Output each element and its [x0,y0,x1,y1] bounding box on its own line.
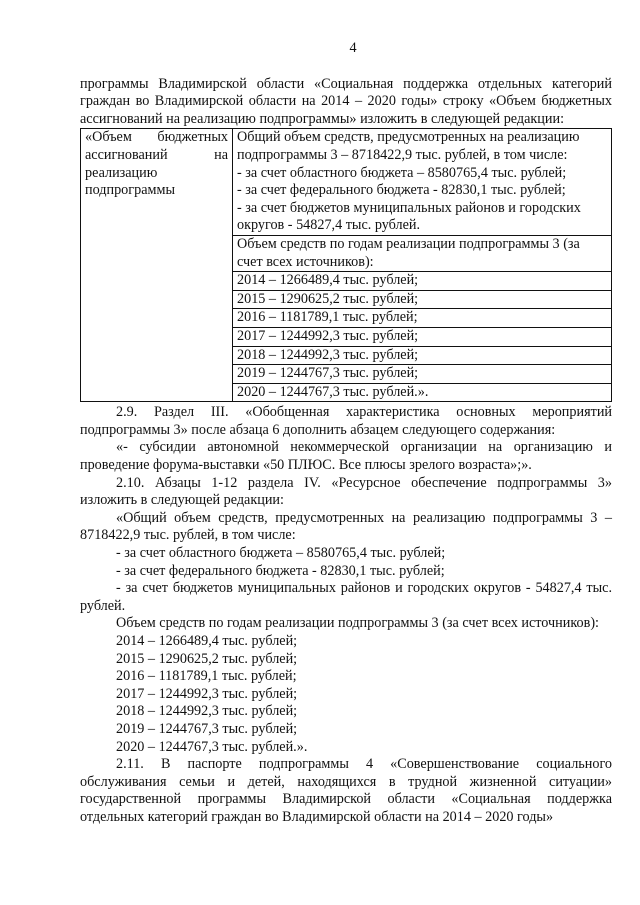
paragraph-by-years: Объем средств по годам реализации подпрограммы 3 (за счет всех источников): [116,615,599,632]
table-year-row: 2014 – 1266489,4 тыс. рублей; [233,272,611,291]
table-left-cell: «Объем бюджетных ассигнований на реализацию подпрограммы [81,129,233,402]
page-number: 4 [349,40,357,56]
paragraph-regional: - за счет областного бюджета – 8580765,4 тыс. рублей; [116,545,446,562]
table-year-row: 2015 – 1290625,2 тыс. рублей; [233,291,611,310]
table-year-row: 2017 – 1244992,3 тыс. рублей; [233,328,611,347]
paragraph-2-10: 2.10. Абзацы 1-12 раздела IV. «Ресурсное обеспечение подпрограммы 3» изложить в следующей редакции: [80,474,612,509]
paragraph-2-11: 2.11. В паспорте подпрограммы 4 «Совершенствование социального обслуживания семьи и детей, находящихся в трудной жизненной ситуации» государственной программы Владимирской области «Социальная поддержка отдельных категорий граждан во Владимирской области на 2014 – 2020 годы» [80,756,612,825]
paragraph-municipal: - за счет бюджетов муниципальных районов и городских округов - 54827,4 тыс. рублей. [80,580,612,614]
list-item: 2015 – 1290625,2 тыс. рублей; [116,650,298,667]
paragraph-2-9-quote: «- субсидии автономной некоммерческой организации на организацию и проведение форума-выставки «50 ПЛЮС. Все плюсы зрелого возраста»;». [80,439,612,474]
list-item: 2016 – 1181789,1 тыс. рублей; [116,668,297,685]
table-year-row: 2020 – 1244767,3 тыс. рублей.». [237,383,429,400]
list-item: 2020 – 1244767,3 тыс. рублей.». [116,738,308,755]
table-regional-line: - за счет областного бюджета – 8580765,4 тыс. рублей; [237,164,567,181]
budget-table [80,128,612,402]
table-federal-line: - за счет федерального бюджета - 82830,1 тыс. рублей; [237,182,566,199]
intro-paragraph: программы Владимирской области «Социальная поддержка отдельных категорий граждан во Владимирской области на 2014 – 2020 годы» строку «Объем бюджетных ассигнований на реализацию подпрограммы» изложить в следующей редакции: [80,75,612,127]
years-list [80,633,612,756]
list-item: 2014 – 1266489,4 тыс. рублей; [116,633,298,649]
table-municipal-line: - за счет бюджетов муниципальных районов и городских округов - 54827,4 тыс. рублей. [233,200,611,236]
paragraph-2-9: 2.9. Раздел III. «Обобщенная характеристика основных мероприятий подпрограммы 3» после абзаца 6 дополнить абзацем следующего содержания: [80,404,612,438]
table-by-years-line: Объем средств по годам реализации подпрограммы 3 (за счет всех источников): [233,236,611,272]
table-year-row: 2019 – 1244767,3 тыс. рублей; [233,365,611,384]
table-right-cell [233,129,612,402]
table-year-row: 2018 – 1244992,3 тыс. рублей; [233,347,611,366]
list-item: 2019 – 1244767,3 тыс. рублей; [116,720,298,737]
paragraph-total: «Общий объем средств, предусмотренных на реализацию подпрограммы 3 – 8718422,9 тыс. рублей, в том числе: [80,509,612,544]
table-year-row: 2016 – 1181789,1 тыс. рублей; [233,309,611,328]
list-item: 2018 – 1244992,3 тыс. рублей; [116,703,298,720]
paragraph-federal: - за счет федерального бюджета - 82830,1 тыс. рублей; [116,562,445,579]
list-item: 2017 – 1244992,3 тыс. рублей; [116,685,298,702]
table-total-line: Общий объем средств, предусмотренных на реализацию подпрограммы 3 – 8718422,9 тыс. рублей, в том числе: [237,129,580,163]
